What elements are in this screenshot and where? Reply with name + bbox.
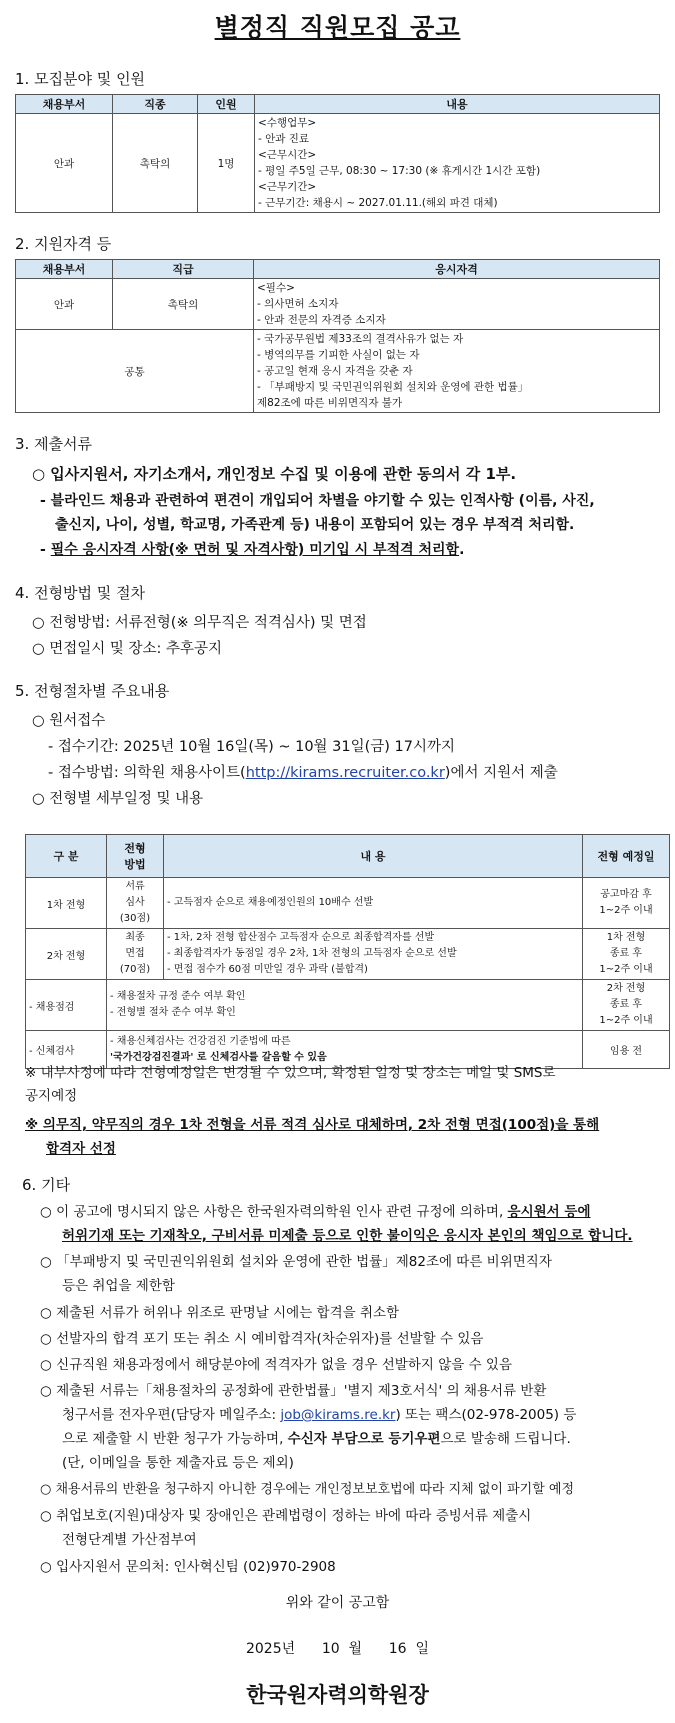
cell-common: 공통 [16,330,254,413]
section6-heading: 6. 기타 [22,1176,71,1194]
s5-line4: ○ 전형별 세부일정 및 내용 [32,791,204,807]
th-dept: 채용부서 [16,95,113,114]
section5-heading: 5. 전형절차별 주요내용 [15,682,170,700]
th-date: 전형 예정일 [583,835,670,878]
qual-line: - 안과 전문의 자격증 소지자 [257,314,386,326]
qual-line: - 국가공무원법 제33조의 결격사유가 없는 자 [257,333,464,345]
cell-qual-common [254,330,660,413]
s3-line3: 출신지, 나이, 성별, 학교명, 가족관계 등) 내용이 포함되어 있는 경우 부적격 처리함. [55,517,575,533]
qual-line: - 의사면허 소지자 [257,298,339,310]
s6-item2a: ○ 「부패방지 및 국민권익위원회 설치와 운영에 관한 법률」제82조에 따른 비위면직자 [40,1254,552,1270]
s3-line4: - 필수 응시자격 사항(※ 면허 및 자격사항) 미기입 시 부적격 처리함. [40,542,465,558]
note1-line1: ※ 내부사정에 따라 전형예정일은 변경될 수 있으며, 확정된 일정 및 장소는 메일 및 SMS로 [25,1065,556,1081]
section1-heading: 1. 모집분야 및 인원 [15,70,146,88]
cell-grade: 촉탁의 [113,279,254,330]
section4-heading: 4. 전형방법 및 절차 [15,584,146,602]
stage-cell: - 채용점검 [26,980,107,1031]
qual-line: - 공고일 현재 응시 자격을 갖춘 자 [257,365,413,377]
date-cell: 1차 전형 종료 후 1~2주 이내 [583,929,670,980]
cell-type: 촉탁의 [113,114,198,213]
content-cell: - 채용신체검사는 건강검진 기준법에 따른 '국가건강검진결과' 로 신체검사를 갈음할 수 있음 [107,1031,583,1069]
s6-item6b: 청구서를 전자우편(담당자 메일주소: job@kirams.re.kr) 또는 팩스(02-978-2005) 등 [62,1407,577,1423]
section2-heading: 2. 지원자격 등 [15,235,112,253]
content-line: <근무시간> [258,149,317,161]
s3-line2: - 블라인드 채용과 관련하여 편견이 개입되어 차별을 야기할 수 있는 인적사항 (이름, 사진, [40,493,595,509]
s6-item8a: ○ 취업보호(지원)대상자 및 장애인은 관례법령이 정하는 바에 따라 증빙서류 제출시 [40,1508,532,1524]
footer-statement: 위와 같이 공고함 [285,1595,390,1611]
s6-item4: ○ 선발자의 합격 포기 또는 취소 시 예비합격자(차순위자)를 선발할 수 있음 [40,1331,484,1347]
cell-qual [254,279,660,330]
s6-item6d: (단, 이메일을 통한 제출자료 등은 제외) [62,1455,294,1471]
th-method: 전형 방법 [107,835,164,878]
content-line: <근무기간> [258,181,317,193]
cell-dept: 안과 [16,114,113,213]
s6-item1b: 허위기재 또는 기재착오, 구비서류 미제출 등으로 인한 불이익은 응시자 본인의 책임으로 합니다. [62,1228,633,1244]
s6-item5: ○ 신규직원 채용과정에서 해당분야에 적격자가 없을 경우 선발하지 않을 수 있음 [40,1357,513,1373]
email-link[interactable]: job@kirams.re.kr [280,1407,396,1423]
th-stage: 구 분 [26,835,107,878]
recruitment-table [15,94,660,213]
content-line: - 안과 진료 [258,133,310,145]
th-type: 직종 [113,95,198,114]
th-grade: 직급 [113,260,254,279]
s6-item3: ○ 제출된 서류가 허위나 위조로 판명날 시에는 합격을 취소함 [40,1305,400,1321]
s4-line1: ○ 전형방법: 서류전형(※ 의무직은 적격심사) 및 면접 [32,615,367,631]
th-content: 내용 [255,95,660,114]
note2-line2: 합격자 선정 [46,1141,116,1157]
s6-item7: ○ 채용서류의 반환을 청구하지 아니한 경우에는 개인정보보호법에 따라 지체 없이 파기할 예정 [40,1482,575,1497]
page-title: 별정직 직원모집 공고 [214,13,461,42]
th-qual: 응시자격 [254,260,660,279]
method-cell: 서류 심사 (30점) [107,878,164,929]
recruit-site-link[interactable]: http://kirams.recruiter.co.kr [245,765,445,781]
note2-line1: ※ 의무직, 약무직의 경우 1차 전형을 서류 적격 심사로 대체하며, 2차 전형 면접(100점)을 통해 [25,1117,600,1133]
th-content: 내 용 [164,835,583,878]
th-dept: 채용부서 [16,260,113,279]
method-cell: 최종 면접 (70점) [107,929,164,980]
s3-line1: ○ 입사지원서, 자기소개서, 개인정보 수집 및 이용에 관한 동의서 각 1부. [32,465,517,483]
footer-date: 2025년 10 월 16 일 [245,1641,430,1657]
s6-item6a: ○ 제출된 서류는「채용절차의 공정화에 관한법률」'별지 제3호서식' 의 채용서류 반환 [40,1383,547,1399]
s6-item1a: ○ 이 공고에 명시되지 않은 사항은 한국원자력의학원 인사 관련 규정에 의하며, 응시원서 등에 [40,1204,591,1220]
th-count: 인원 [198,95,255,114]
content-line: - 근무기간: 채용시 ~ 2027.01.11.(해외 파견 대체) [258,197,498,209]
footer-organization: 한국원자력의학원장 [246,1683,429,1707]
s5-line1: ○ 원서접수 [32,713,106,729]
s5-line3: - 접수방법: 의학원 채용사이트(http://kirams.recruiter.co.kr)에서 지원서 제출 [48,765,558,781]
stage-cell: 2차 전형 [26,929,107,980]
date-cell: 공고마감 후 1~2주 이내 [583,878,670,929]
s3-required-note: 필수 응시자격 사항(※ 면허 및 자격사항) 미기입 시 부적격 처리함 [50,542,460,558]
date-cell: 임용 전 [583,1031,670,1069]
note1-line2: 공지예정 [25,1088,78,1104]
qual-line: - 병역의무를 기피한 사실이 없는 자 [257,349,420,361]
content-cell: - 고득점자 순으로 채용예정인원의 10배수 선발 [164,878,583,929]
content-cell: - 1차, 2차 전형 합산점수 고득점자 순으로 최종합격자를 선발 - 최종합격자가 동점일 경우 2차, 1차 전형의 고득점자 순으로 선발 - 면접 점수가 60점 미만일 경우 과락 (불합격) [164,929,583,980]
s4-line2: ○ 면접일시 및 장소: 추후공지 [32,641,223,657]
qual-line: - 「부패방지 및 국민권익위원회 설치와 운영에 관한 법률」 [257,381,529,393]
cell-count: 1명 [198,114,255,213]
s6-item8b: 전형단계별 가산점부여 [62,1532,197,1548]
s6-item9: ○ 입사지원서 문의처: 인사혁신팀 (02)970-2908 [40,1559,336,1575]
schedule-table [25,834,670,1069]
s6-item6c: 으로 제출할 시 반환 청구가 가능하며, 수신자 부담으로 등기우편으로 발송해 드립니다. [62,1431,571,1447]
stage-cell: - 신체검사 [26,1031,107,1069]
qual-line: 제82조에 따른 비위면직자 불가 [257,397,403,409]
s5-line2: - 접수기간: 2025년 10월 16일(목) ~ 10월 31일(금) 17시까지 [48,739,456,755]
s6-item2b: 등은 취업을 제한함 [62,1278,175,1294]
cell-content [255,114,660,213]
content-line: <수행업무> [258,117,317,129]
qualification-table [15,259,660,413]
content-line: - 평일 주5일 근무, 08:30 ~ 17:30 (※ 휴게시간 1시간 포함) [258,165,541,177]
cell-dept: 안과 [16,279,113,330]
content-cell: - 채용절차 규정 준수 여부 확인 - 전형별 절차 준수 여부 확인 [107,980,583,1031]
section3-heading: 3. 제출서류 [15,435,93,453]
date-cell: 2차 전형 종료 후 1~2주 이내 [583,980,670,1031]
stage-cell: 1차 전형 [26,878,107,929]
qual-line: <필수> [257,282,295,294]
